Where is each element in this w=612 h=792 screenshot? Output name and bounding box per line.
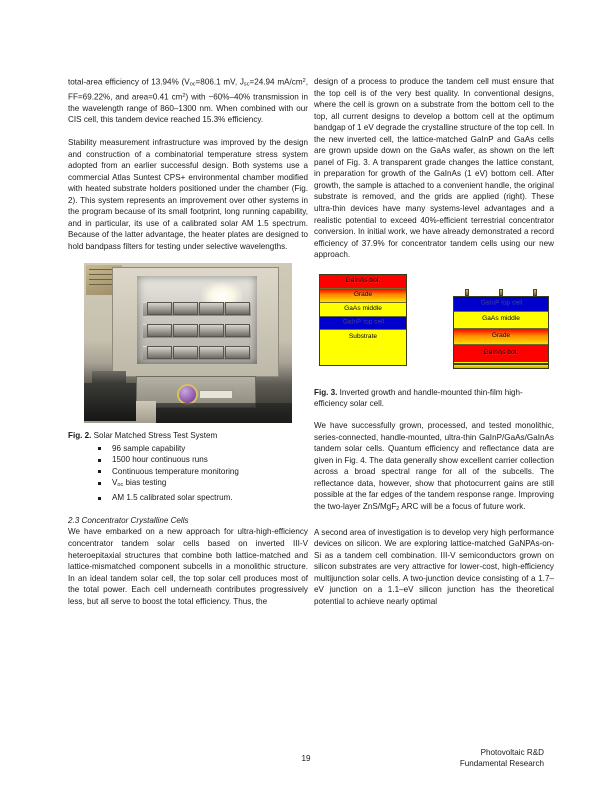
- paragraph-silicon-devices: A second area of investigation is to develop very high performance devices on silicon. We are exploring lattice-matched GaNPAs-on-Si as a tandem cell combination. III-V semiconductors grown on silicon substrates are very attractive for lower-cost, high-efficiency multijunction solar cells. A two-junction device consisting of a 1.7–eV junction on a 1.1–eV silicon junction has the theoretical potential to achieve nearly optimal: [314, 527, 554, 607]
- cm2-superscript-1: 2: [302, 78, 306, 84]
- handle-mounted-stack: [453, 296, 549, 364]
- footer-line-1: Photovoltaic R&D: [480, 748, 544, 757]
- layer-gaas-middle: GaAs middle: [320, 303, 406, 317]
- voc-subscript: oc: [189, 81, 196, 88]
- figure-2-feature-list: [68, 443, 308, 504]
- cm2-superscript-2: 2: [182, 93, 186, 100]
- layer-gainas-bot: GaInAs bot.: [320, 275, 406, 289]
- paragraph-total-area-efficiency: [68, 76, 308, 126]
- grid-finger-icon: [499, 289, 503, 296]
- figure-2-caption-text: Solar Matched Stress Test System: [93, 431, 218, 441]
- left-column: [68, 76, 308, 618]
- figure-2-caption: [68, 430, 308, 441]
- para1-segment-b: =806.1 mV, J: [195, 77, 244, 87]
- section-heading-2-3: 2.3 Concentrator Crystalline Cells: [68, 515, 189, 525]
- page-number: 19: [301, 754, 311, 763]
- figure-3-caption-text: Inverted growth and handle-mounted thin-film high-efficiency solar cell.: [314, 387, 523, 408]
- paragraph-tandem-cell-design: design of a process to produce the tandem cell must ensure that the top cell is of the very best quality. In conventional designs, where the cell is grown on a substrate from the bottom cell to the top, all current designs to develop a bottom cell at the optimum bandgap of 1 eV degrade the crystalline structure of the top cell. In the new inverted cell, the lattice-matched GaInP and GaAs cells are grown upside down on the GaAs wafer, as shown on the left panel of Fig. 3. A transparent grade changes the lattice constant, in preparation for growth of the GaInAs (1 eV) bottom cell. After growth, the sample is attached to a convenient handle, the original substrate is removed, and the grids are applied (right). These ultra-thin devices have many systems-level advantages and a realistic potential to exceed 40%-efficient terrestrial concentrator conversion. In initial work, we have already demonstrated a record efficiency of 37.9% for concentrator tandem cells using our new approach.: [314, 77, 554, 260]
- list-item: [98, 477, 308, 492]
- footer-line-2: Fundamental Research: [459, 759, 544, 769]
- list-item: AM 1.5 calibrated solar spectrum.: [98, 492, 308, 504]
- voc-bias-subscript: oc: [117, 482, 124, 489]
- layer-grade: Grade: [454, 329, 548, 345]
- footer-department: [460, 747, 544, 770]
- grid-fingers-group: [453, 289, 549, 296]
- voc-bias-pre: V: [112, 478, 118, 488]
- grid-finger-icon: [533, 289, 537, 296]
- figure-2-photo-solar-stress-test-system: [84, 263, 292, 423]
- para1-segment-d: , FF=69.22%, and area=0.41 cm: [68, 77, 308, 102]
- layer-gainp-top-cell: GaInP top cell: [454, 297, 548, 312]
- layer-gainp-top-cell: GaInP top cell: [320, 317, 406, 330]
- figure-3-caption: [314, 387, 554, 409]
- para1-segment-e: ) with ~60%–40% transmission in the wavelength range of 860–1300 nm. When combined with our CIS cell, this tandem device reached 15.3% efficiency.: [68, 92, 308, 125]
- figure-2-caption-label: Fig. 2.: [68, 431, 92, 441]
- para2-segment-a: We have successfully grown, processed, and tested monolithic, series-connected, handle-mounted, ultra-thin GaInP/GaAs/GaInAs tandem solar cells. Quantum efficiency and reflectance data are given in Fig. 4. The data generally show excellent carrier collection across a broad spectral range for all of the subcells. The reflectance data, however, show that photocurrent gains are still possible at the far edges of the tandem response range. Improving the two-layer ZnS/MgF: [314, 421, 554, 511]
- jsc-subscript: sc: [243, 81, 250, 88]
- list-item: 96 sample capability: [98, 443, 308, 455]
- figure-2-image-wrap: [68, 263, 308, 423]
- layer-substrate: Substrate: [320, 330, 406, 365]
- para1-segment-c: =24.94 mA/cm: [249, 77, 303, 87]
- para2-segment-b: ARC will be a focus of future work.: [399, 501, 526, 511]
- inverted-growth-stack: [319, 274, 407, 366]
- layer-grade: Grade: [320, 289, 406, 303]
- paragraph-concentrator-crystalline: We have embarked on a new approach for ultra-high-efficiency concentrator tandem solar cells based on inverted III-V heteroepitaxial structures that combine both lattice-matched and lattice-mismatched component subcells in a monolithic structure. In an ideal tandem solar cell, the top solar cell produces most of the total power. Each cell underneath contributes progressively less, but all serve to boost the total efficiency. Thus, the: [68, 527, 308, 606]
- grid-finger-icon: [465, 289, 469, 296]
- list-item: Continuous temperature monitoring: [98, 466, 308, 478]
- right-column: [314, 76, 554, 619]
- layer-gaas-middle: GaAs middle: [454, 312, 548, 329]
- layer-gainas-bot: GaInAs bot.: [454, 345, 548, 362]
- paragraph-grown-processed-tested: [314, 420, 554, 516]
- list-item: 1500 hour continuous runs: [98, 454, 308, 466]
- para1-segment-a: total-area efficiency of 13.94% (V: [68, 77, 190, 87]
- paragraph-stability-measurement: Stability measurement infrastructure was improved by the design and construction of a combinatorial temperature stress system adopted from an earlier successful design. Both systems use a commercial Atlas Suntest CPS+ environmental chamber modified with heated substrate holders positioned under the chamber (Fig. 2). This system represents an improvement over other systems in the program because of its small footprint, long running capability, and in particular, its use of a calibrated solar AM 1.5 spectrum. Because of the latter advantage, the heater plates are designed to hold bandpass filters for testing under selective wavelengths.: [68, 138, 308, 251]
- figure-3-diagram: [314, 272, 554, 378]
- mgf2-subscript: 2: [396, 506, 400, 513]
- handle-strip: [453, 364, 549, 369]
- figure-3-caption-label: Fig. 3.: [314, 387, 338, 397]
- voc-bias-post: bias testing: [123, 478, 167, 488]
